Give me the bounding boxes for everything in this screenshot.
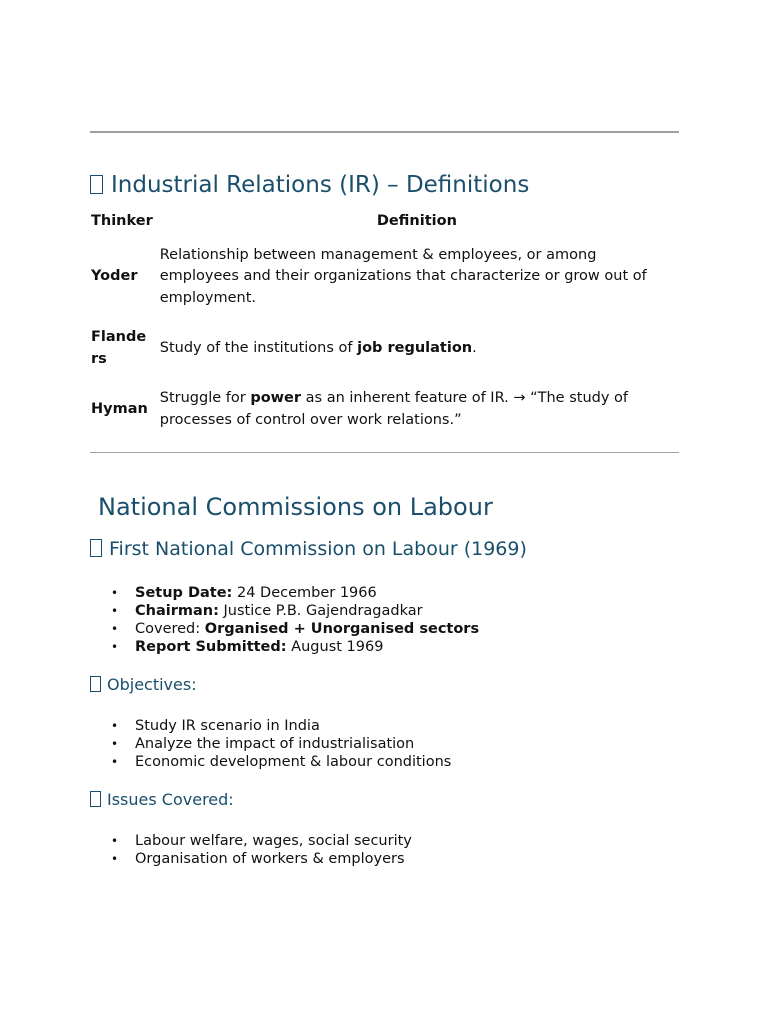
ir-heading-text: Industrial Relations (IR) – Definitions [111,172,530,198]
fact-value: August 1969 [286,639,384,655]
list-item [135,638,479,656]
table-row [88,379,678,440]
placeholder-glyph-icon [90,539,102,557]
top-divider [90,131,679,133]
definition-text: as an inherent feature of IR. → “The study of processes of control over work relations.” [159,390,629,428]
list-item: • Organisation of workers & employers [135,850,412,868]
ncl-heading: National Commissions on Labour [98,493,493,521]
list-item [135,584,479,602]
fact-label: Chairman: [135,603,219,619]
placeholder-glyph-icon [90,791,101,807]
fact-label: Covered: [135,621,205,637]
issues-list [135,832,412,868]
definition-text: Struggle for [159,390,251,406]
fact-value: Justice P.B. Gajendragadkar [218,603,423,619]
fact-value: 24 December 1966 [232,585,377,601]
column-header-thinker: Thinker [91,213,153,229]
definition-bold-term: job regulation [357,339,473,356]
placeholder-glyph-icon [90,175,103,194]
column-header-definition: Definition [376,213,457,229]
objectives-list [135,717,451,771]
thinker-cell: Flanders [91,329,147,367]
first-ncl-heading [90,538,527,560]
placeholder-glyph-icon [90,676,101,692]
thinker-cell: Hyman [91,400,148,417]
table-row [88,236,678,319]
fact-label: Setup Date: [135,585,233,601]
definition-cell [156,379,678,440]
definition-text: Study of the institutions of [159,339,358,356]
table-row [88,318,678,379]
fact-label: Report Submitted: [135,639,287,655]
fact-value: Organised + Unorganised sectors [204,621,480,637]
list-item: • Study IR scenario in India [135,717,451,735]
thinker-cell: Yoder [91,268,138,284]
first-ncl-heading-text: First National Commission on Labour (1969) [109,538,527,560]
issues-heading [90,790,234,809]
list-item: • Analyze the impact of industrialisation [135,735,451,753]
list-item [135,620,479,638]
issues-heading-text: Issues Covered: [107,790,234,809]
definition-bold-term: power [250,390,302,406]
objectives-heading [90,675,197,694]
list-item: • Labour welfare, wages, social security [135,832,412,850]
definition-cell [156,318,678,379]
definition-cell: Relationship between management & employees, or among employees and their organizations that characterize or grow out of employment. [159,246,647,306]
list-item [135,602,479,620]
definition-text: . [472,339,477,356]
commission-facts-list [135,584,479,656]
ir-definitions-table [88,208,678,440]
ir-heading [90,172,529,198]
objectives-heading-text: Objectives: [107,675,197,694]
list-item: • Economic development & labour conditions [135,753,451,771]
table-header-row [88,208,678,236]
section-divider [90,452,679,453]
